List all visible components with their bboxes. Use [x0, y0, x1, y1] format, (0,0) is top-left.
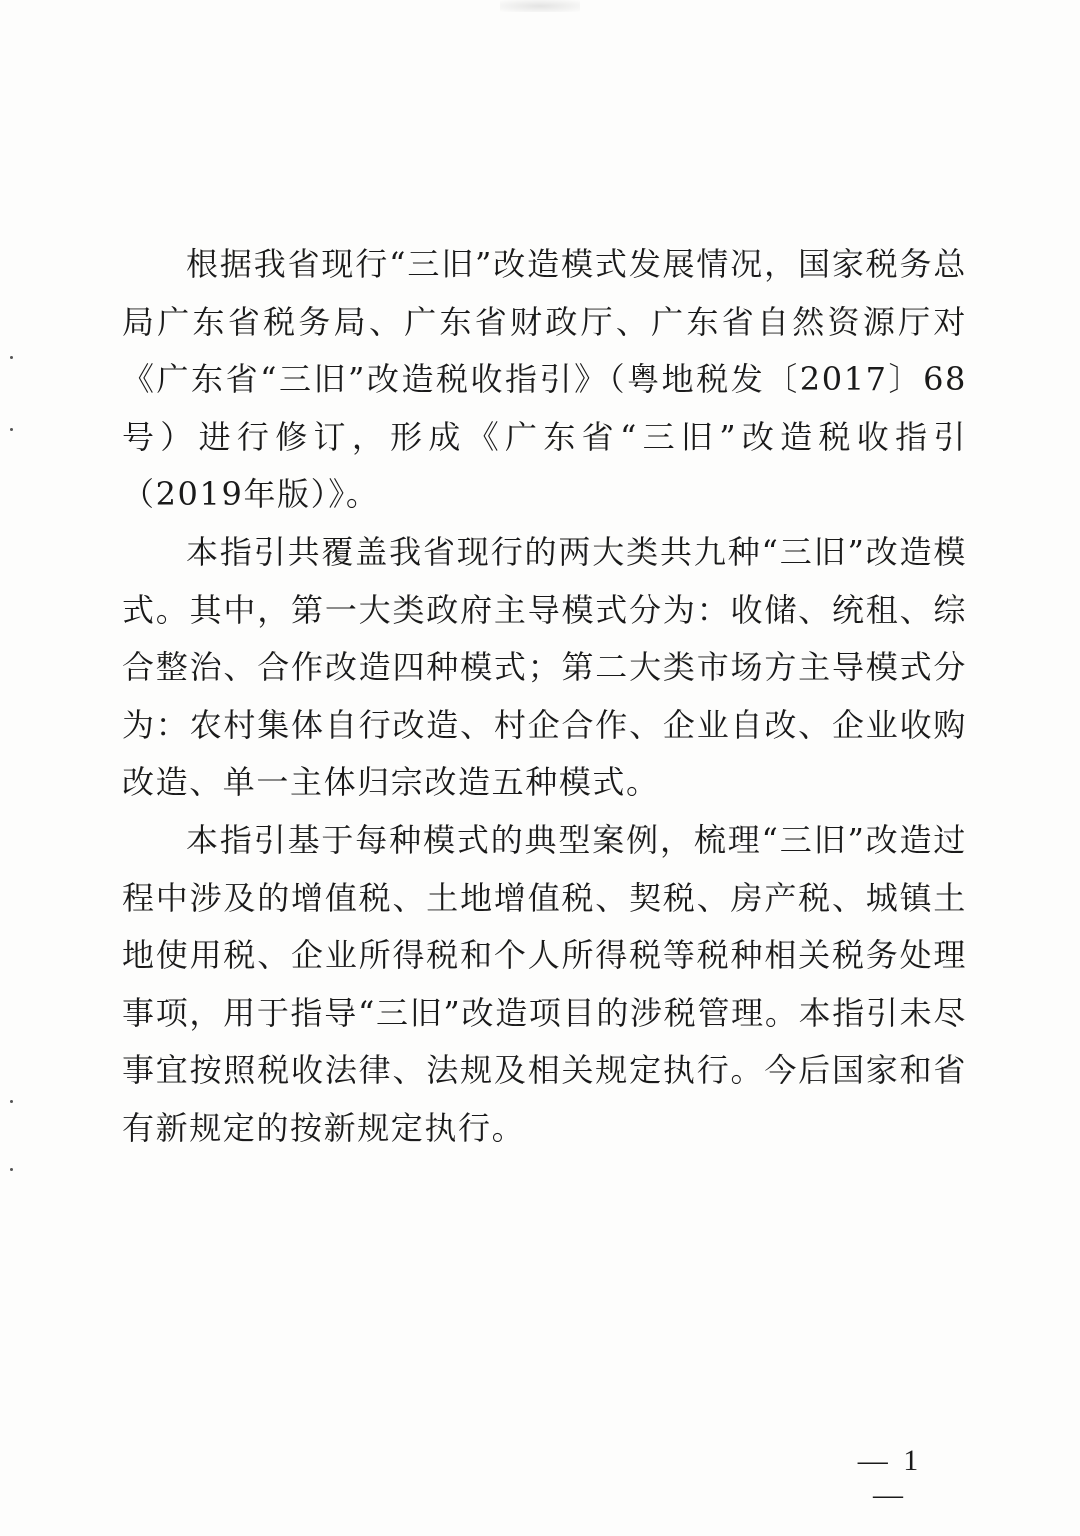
margin-dot	[10, 356, 13, 359]
paragraph-2: 本指引共覆盖我省现行的两大类共九种“三旧”改造模式。其中，第一大类政府主导模式分为：收储、统租、综合整治、合作改造四种模式；第二大类市场方主导模式分为：农村集体自行改造、村企合作、企业自改、企业收购改造、单一主体归宗改造五种模式。	[122, 532, 967, 802]
scan-artifact	[500, 0, 580, 12]
margin-dot	[10, 1100, 13, 1103]
paragraph-1: 根据我省现行“三旧”改造模式发展情况，国家税务总局广东省税务局、广东省财政厅、广东省自然资源厅对《广东省“三旧”改造税收指引》（粤地税发〔2017〕68号）进行修订，形成《广东省“三旧”改造税收指引（2019年版）》。	[122, 245, 967, 514]
paragraph-3: 本指引基于每种模式的典型案例，梳理“三旧”改造过程中涉及的增值税、土地增值税、契税、房产税、城镇土地使用税、企业所得税和个人所得税等税种相关税务处理事项，用于指导“三旧”改造项目的涉税管理。本指引未尽事宜按照税收法律、法规及相关规定执行。今后国家和省有新规定的按新规定执行。	[122, 820, 967, 1147]
page-number: — 1 —	[857, 1444, 923, 1511]
margin-dot	[10, 1168, 13, 1171]
body-text	[122, 236, 967, 1158]
margin-dot	[10, 428, 13, 431]
